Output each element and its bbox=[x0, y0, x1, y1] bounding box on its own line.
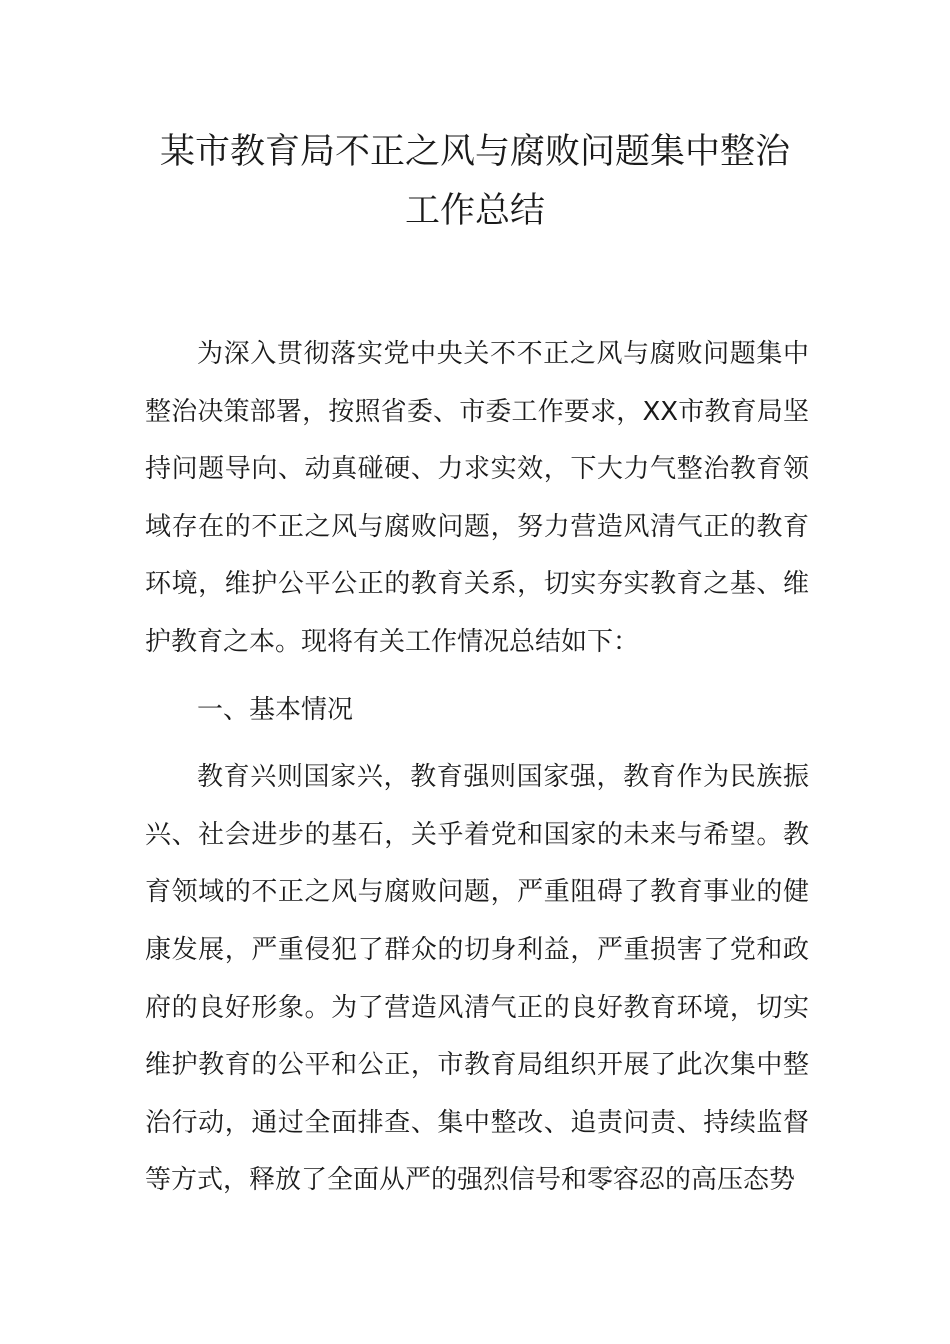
section-heading-basic-situation: 一、基本情况 bbox=[197, 694, 354, 725]
document-title-line-2: 工作总结 bbox=[404, 191, 545, 231]
intro-paragraph: 为深入贯彻落实党中央关不不正之风与腐败问题集中整治决策部署，按照省委、市委工作要求，XX市教育局坚持问题导向、动真碰硬、力求实效，下大力气整治教育领域存在的不正之风与腐败问题，努力营造风清气正的教育环境，维护公平公正的教育关系，切实夯实教育之基、维护教育之本。现将有关工作情况总结如下： bbox=[145, 339, 809, 657]
basic-situation-paragraph: 教育兴则国家兴，教育强则国家强，教育作为民族振兴、社会进步的基石，关乎着党和国家的未来与希望。教育领域的不正之风与腐败问题，严重阻碍了教育事业的健康发展，严重侵犯了群众的切身利益，严重损害了党和政府的良好形象。为了营造风清气正的良好教育环境，切实维护教育的公平和公正，市教育局组织开展了此次集中整治行动，通过全面排查、集中整改、追责问责、持续监督等方式，释放了全面从严的强烈信号和零容忍的高压态势 bbox=[145, 762, 809, 1196]
document-body bbox=[145, 326, 809, 1210]
document-title-line-1: 某市教育局不正之风与腐败问题集中整治 bbox=[159, 132, 790, 172]
